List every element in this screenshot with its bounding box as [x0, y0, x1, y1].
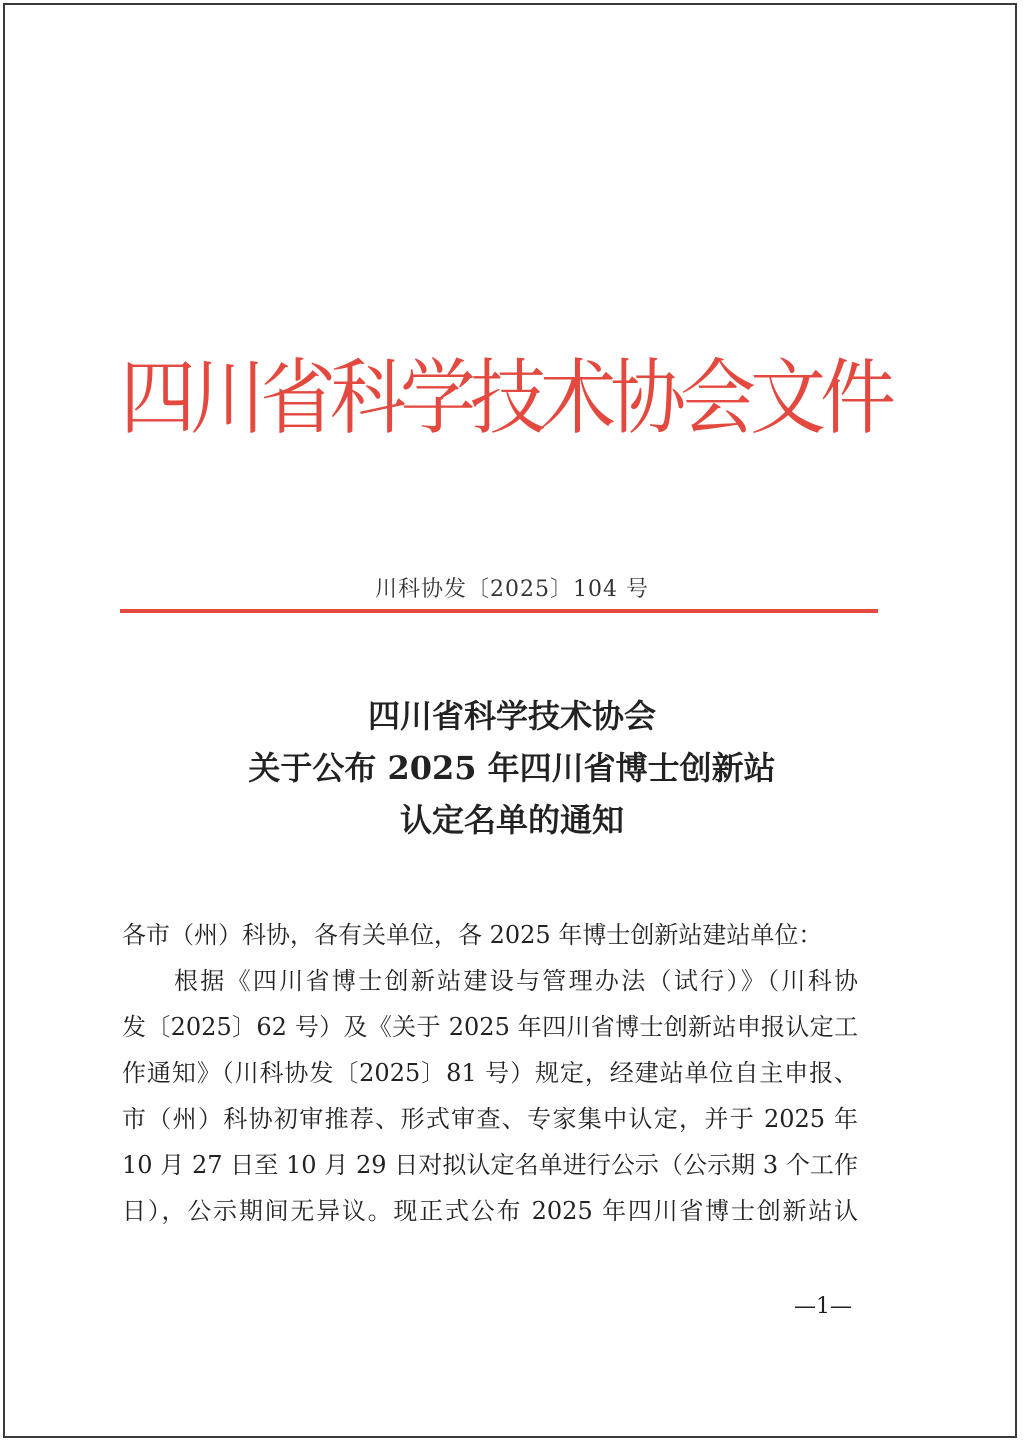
notice-title-line: 关于公布 2025 年四川省博士创新站	[248, 749, 776, 787]
notice-title-line: 四川省科学技术协会	[367, 697, 656, 735]
body-line: 日），公示期间无异议。现正式公布 2025 年四川省博士创新站认	[122, 1197, 858, 1225]
body-line: 发〔2025〕62 号）及《关于 2025 年四川省博士创新站申报认定工	[122, 1013, 858, 1041]
org-header-title: 四川省科学技术协会文件	[120, 349, 890, 446]
salutation-line: 各市（州）科协，各有关单位，各 2025 年博士创新站建站单位：	[122, 921, 823, 949]
red-divider-rule	[120, 609, 878, 613]
body-line: 作通知》（川科协发〔2025〕81 号）规定，经建站单位自主申报、	[122, 1059, 858, 1087]
body-line: 根据《四川省博士创新站建设与管理办法（试行）》（川科协	[174, 967, 858, 995]
page-number: —1—	[794, 1294, 852, 1319]
body-line: 市（州）科协初审推荐、形式审查、专家集中认定，并于 2025 年	[122, 1105, 858, 1133]
notice-title	[0, 690, 1024, 846]
notice-body	[122, 912, 858, 1234]
notice-title-line: 认定名单的通知	[399, 801, 624, 839]
body-line: 10 月 27 日至 10 月 29 日对拟认定名单进行公示（公示期 3 个工作	[122, 1151, 858, 1179]
document-number: 川科协发〔2025〕104 号	[375, 577, 649, 602]
